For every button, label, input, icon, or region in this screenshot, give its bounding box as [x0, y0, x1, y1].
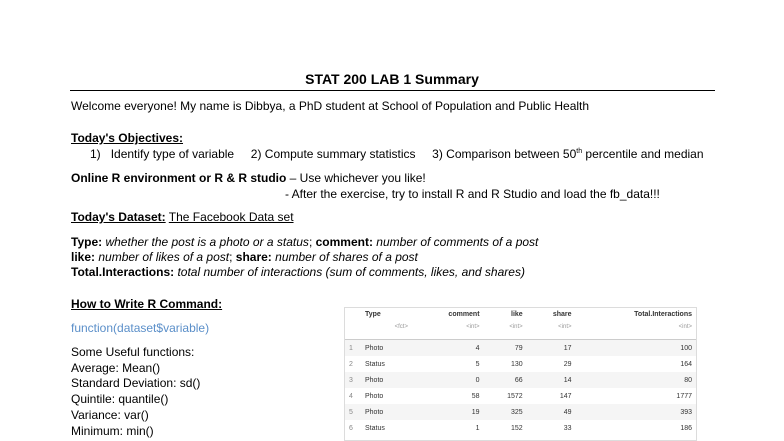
function-var: Variance: var()	[71, 408, 149, 422]
table-row: 5 Photo 19 325 49 393	[345, 404, 696, 420]
var-share-key: share:	[235, 250, 272, 264]
welcome-text: Welcome everyone! My name is Dibbya, a PhD student at School of Population and Public Health	[71, 99, 590, 113]
objective-2: 2) Compute summary statistics	[250, 147, 416, 161]
function-sd: Standard Deviation: sd()	[71, 376, 201, 390]
title-divider	[70, 90, 715, 91]
function-mean: Average: Mean()	[71, 361, 161, 375]
table-header-row	[345, 308, 696, 318]
col-type-type: <fct>	[361, 318, 412, 340]
r-command-syntax: function(dataset$variable)	[71, 321, 210, 335]
dataset-name: The Facebook Data set	[168, 210, 294, 224]
fb-data-table	[344, 307, 697, 441]
objectives-list	[90, 147, 704, 161]
table-row: 2 Status 5 130 29 164	[349, 360, 692, 368]
table-type-row	[345, 318, 696, 340]
var-line-2: like: number of likes of a post; share: number of shares of a post	[71, 250, 418, 264]
objective-3: 3) Comparison between 50th percentile and median	[432, 147, 704, 161]
var-like-key: like:	[71, 250, 96, 264]
functions-heading: Some Useful functions:	[71, 345, 195, 359]
table-row: 3 Photo 0 66 14 80	[345, 372, 696, 388]
dataset-heading: Today's Dataset:	[71, 210, 166, 224]
environment-line	[71, 171, 426, 185]
col-total-interactions: Total.Interactions	[634, 311, 692, 318]
dataset-line	[71, 210, 294, 224]
var-line-3	[71, 265, 525, 279]
var-comment-key: comment:	[315, 235, 373, 249]
col-comment-type: <int>	[412, 318, 484, 340]
col-total-type: <int>	[576, 318, 696, 340]
col-like-type: <int>	[484, 318, 527, 340]
var-type-desc: whether the post is a photo or a status	[105, 235, 309, 249]
var-type-key: Type:	[71, 235, 103, 249]
table-row: 1 Photo 4 79 17 100	[345, 340, 696, 357]
environment-label: Online R environment or R & R studio	[71, 171, 287, 185]
howto-heading: How to Write R Command:	[71, 297, 223, 311]
var-total-desc: total number of interactions (sum of comments, likes, and shares)	[177, 265, 525, 279]
function-min: Minimum: min()	[71, 424, 154, 438]
col-comment: comment	[448, 311, 480, 318]
table-row: 4 Photo 58 1572 147 1777	[349, 392, 692, 400]
install-note: - After the exercise, try to install R and R Studio and load the fb_data!!!	[285, 187, 660, 201]
document-title: STAT 200 LAB 1 Summary	[305, 71, 479, 87]
environment-choice: – Use whichever you like!	[286, 171, 426, 185]
var-comment-desc: number of comments of a post	[376, 235, 539, 249]
col-like: like	[511, 311, 523, 318]
var-total-key: Total.Interactions:	[71, 265, 175, 279]
objectives-heading: Today's Objectives:	[71, 131, 184, 145]
var-share-desc: number of shares of a post	[275, 250, 418, 264]
var-like-desc: number of likes of a post	[98, 250, 230, 264]
col-type: Type	[365, 311, 381, 318]
col-share-type: <int>	[527, 318, 576, 340]
col-share: share	[552, 311, 572, 318]
objective-1: 1) Identify type of variable	[90, 147, 235, 161]
table-row: 6 Status 1 152 33 186	[349, 424, 692, 432]
function-quantile: Quintile: quantile()	[71, 392, 169, 406]
var-line-1: Type: whether the post is a photo or a status; comment: number of comments of a post	[71, 235, 539, 249]
